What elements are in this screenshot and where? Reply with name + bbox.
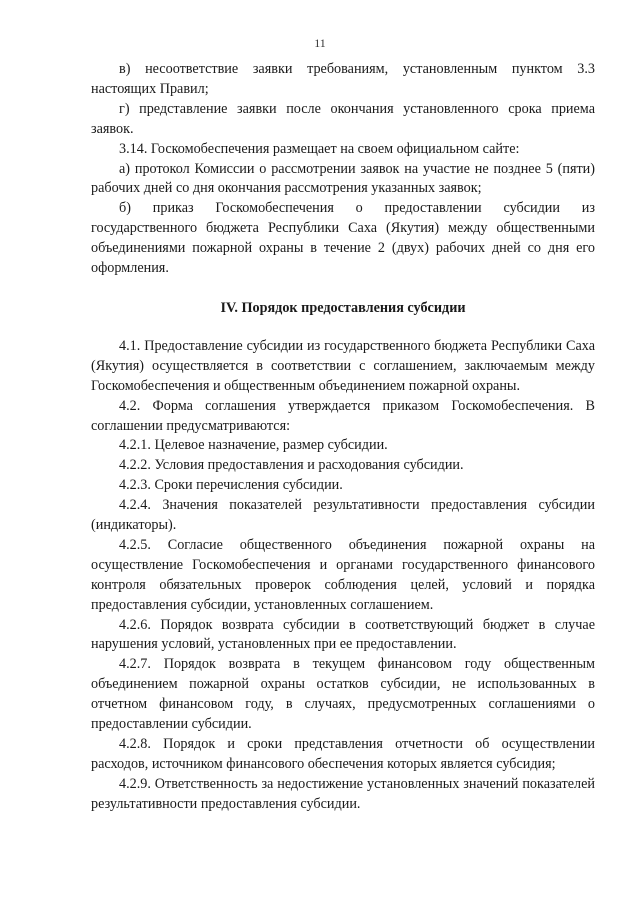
paragraph-4-2-1: 4.2.1. Целевое назначение, размер субсидии. bbox=[119, 437, 388, 454]
paragraph-3-14-a: а) протокол Комиссии о рассмотрении заявок на участие не позднее 5 (пяти) рабочих дней со дня окончания рассмотрения указанных заявок; bbox=[91, 160, 595, 197]
paragraph-4-2-5: 4.2.5. Согласие общественного объединения пожарной охраны на осуществление Госкомобеспечения и органами государственного финансового контроля обязательных проверок соблюдения целей, условий и порядка предоставления субсидии, установленных соглашением. bbox=[91, 536, 595, 613]
paragraph-3-13-g: г) представление заявки после окончания установленного срока приема заявок. bbox=[91, 100, 595, 137]
paragraph-4-2-4: 4.2.4. Значения показателей результативности предоставления субсидии (индикаторы). bbox=[91, 497, 595, 534]
paragraph-4-2-3: 4.2.3. Сроки перечисления субсидии. bbox=[119, 477, 343, 494]
paragraph-4-2-9: 4.2.9. Ответственность за недостижение установленных значений показателей результативности предоставления субсидии. bbox=[91, 775, 595, 812]
paragraph-4-2-6: 4.2.6. Порядок возврата субсидии в соответствующий бюджет в случае нарушения условий, установленных при ее предоставлении. bbox=[91, 616, 595, 653]
paragraph-4-2-7: 4.2.7. Порядок возврата в текущем финансовом году общественным объединением пожарной охраны остатков субсидии, не использованных в отчетном финансовом году, в случаях, предусмотренных соглашениями о предоставлении субсидии. bbox=[91, 656, 595, 733]
paragraph-3-14: 3.14. Госкомобеспечения размещает на своем официальном сайте: bbox=[119, 140, 520, 157]
paragraph-4-2-2: 4.2.2. Условия предоставления и расходования субсидии. bbox=[119, 457, 464, 474]
document-body bbox=[91, 60, 595, 815]
paragraph-3-14-b: б) приказ Госкомобеспечения о предоставлении субсидии из государственного бюджета Республики Саха (Якутия) между общественными объединениями пожарной охраны в течение 2 (двух) рабочих дней со дня его оформления. bbox=[91, 200, 595, 277]
paragraph-4-2: 4.2. Форма соглашения утверждается приказом Госкомобеспечения. В соглашении предусматриваются: bbox=[91, 397, 595, 434]
page-number: 11 bbox=[314, 36, 326, 50]
section-heading: IV. Порядок предоставления субсидии bbox=[220, 299, 466, 316]
paragraph-4-1: 4.1. Предоставление субсидии из государственного бюджета Республики Саха (Якутия) осуществляется в соответствии с соглашением, заключаемым между Госкомобеспечения и общественным объединением пожарной охраны. bbox=[91, 337, 595, 394]
paragraph-3-13-v: в) несоответствие заявки требованиям, установленным пунктом 3.3 настоящих Правил; bbox=[91, 61, 595, 97]
paragraph-4-2-8: 4.2.8. Порядок и сроки представления отчетности об осуществлении расходов, источником финансового обеспечения которых является субсидия; bbox=[91, 736, 595, 772]
